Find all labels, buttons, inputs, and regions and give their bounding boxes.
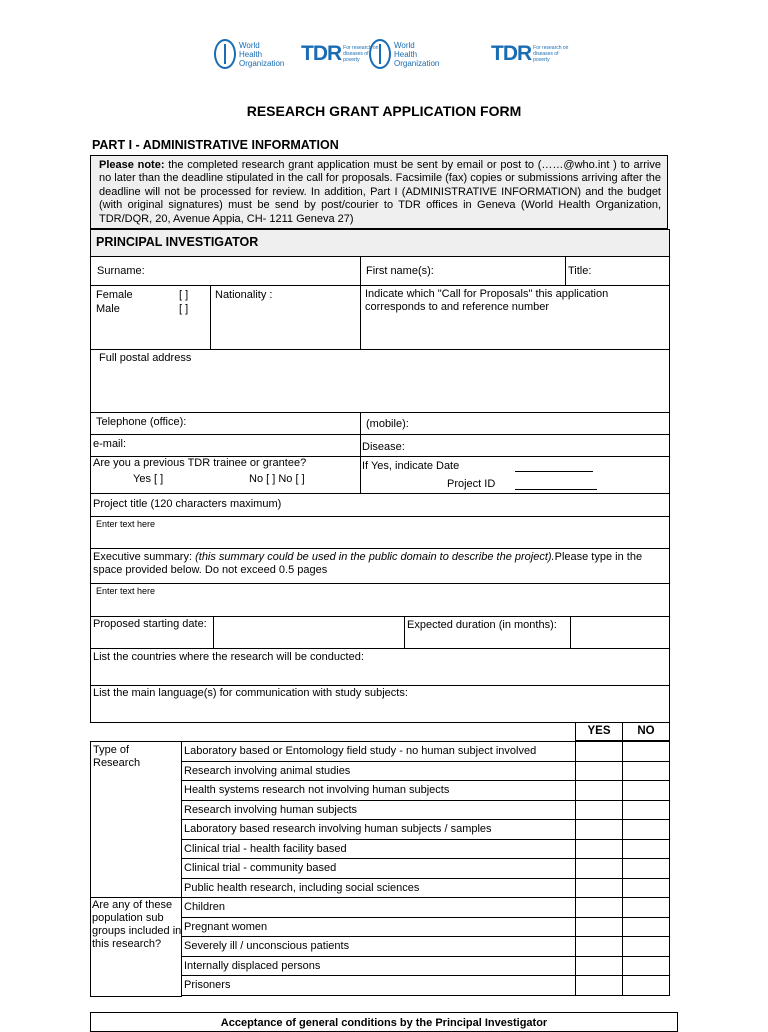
research-row-label-cell (181, 819, 576, 840)
email-label: e-mail: (93, 438, 127, 450)
previous-trainee-label: Are you a previous TDR trainee or grantee? (93, 457, 307, 469)
mobile-field[interactable] (360, 412, 670, 435)
project-id-underline[interactable] (515, 489, 597, 490)
research-row-label: Health systems research not involving human subjects (184, 784, 450, 796)
project-title-placeholder: Enter text here (96, 519, 156, 529)
pi-header: PRINCIPAL INVESTIGATOR (96, 235, 259, 249)
who-logo-2: World Health Organization (369, 34, 428, 74)
trainee-details-cell (360, 456, 670, 494)
surname-label: Surname: (97, 265, 145, 277)
header-logos (0, 34, 768, 76)
acceptance-label: Acceptance of general conditions by the Principal Investigator (220, 1017, 548, 1029)
who-emblem-icon (369, 39, 391, 69)
call-for-proposals-field[interactable] (360, 285, 670, 350)
postal-address-label: Full postal address (99, 352, 192, 364)
exec-italic: (this summary could be used in the public domain to describe the project). (195, 551, 555, 563)
type-of-research-label: Type of Research (93, 744, 141, 769)
research-row-label-cell (181, 858, 576, 879)
research-row-label: Severely ill / unconscious patients (184, 940, 350, 952)
male-checkbox[interactable]: [ ] (179, 303, 189, 315)
research-row-label-cell (181, 780, 576, 801)
yes-checkbox-cell[interactable] (575, 975, 623, 996)
yes-checkbox[interactable]: Yes [ ] (133, 473, 164, 485)
yes-checkbox-cell[interactable] (575, 741, 623, 762)
project-title-input[interactable] (90, 516, 670, 549)
no-checkbox[interactable]: No [ ] No [ ] (249, 473, 305, 485)
yes-checkbox-cell[interactable] (575, 917, 623, 938)
no-checkbox-cell[interactable] (622, 839, 670, 860)
research-row-label: Children (184, 901, 225, 913)
female-checkbox[interactable]: [ ] (179, 289, 189, 301)
no-checkbox-cell[interactable] (622, 800, 670, 821)
type-of-research-cell (90, 741, 182, 898)
research-row-label-cell (181, 878, 576, 899)
research-row-label-cell (181, 741, 576, 762)
no-checkbox-cell[interactable] (622, 936, 670, 957)
research-row-label-cell (181, 975, 576, 996)
no-checkbox-cell[interactable] (622, 917, 670, 938)
part-heading: PART I - ADMINISTRATIVE INFORMATION (92, 138, 339, 152)
no-checkbox-cell[interactable] (622, 858, 670, 879)
yes-checkbox-cell[interactable] (575, 936, 623, 957)
mobile-label: (mobile): (366, 418, 409, 430)
countries-label: List the countries where the research will be conducted: (93, 651, 364, 663)
population-groups-label: Are any of these population sub groups included in this research? (92, 899, 182, 950)
nationality-label: Nationality : (215, 289, 273, 301)
languages-label: List the main language(s) for communication with study subjects: (93, 687, 408, 699)
surname-field[interactable] (90, 256, 361, 286)
who-emblem-icon (214, 39, 236, 69)
acceptance-box (90, 1012, 678, 1032)
start-date-input[interactable] (213, 616, 405, 649)
nationality-field[interactable] (210, 285, 361, 350)
yes-checkbox-cell[interactable] (575, 819, 623, 840)
exec-suffix: Please type in the space provided below. Do not exceed 0.5 pages (93, 551, 643, 576)
yes-checkbox-cell[interactable] (575, 956, 623, 977)
research-row-label: Prisoners (184, 979, 231, 991)
no-checkbox-cell[interactable] (622, 761, 670, 782)
research-row-label: Laboratory based or Entomology field study - no human subject involved (184, 745, 537, 757)
research-row-label: Public health research, including social sciences (184, 881, 420, 894)
project-title-label-row (90, 493, 670, 517)
countries-field[interactable] (90, 648, 670, 686)
title-field[interactable] (565, 256, 670, 286)
note-box (90, 155, 668, 229)
yes-checkbox-cell[interactable] (575, 858, 623, 879)
no-column-header: NO (622, 722, 670, 741)
duration-label: Expected duration (in months): (407, 619, 557, 631)
title-label: Title: (568, 265, 592, 277)
yes-checkbox-cell[interactable] (575, 878, 623, 899)
yes-checkbox-cell[interactable] (575, 839, 623, 860)
no-checkbox-cell[interactable] (622, 878, 670, 899)
no-checkbox-cell[interactable] (622, 897, 670, 918)
no-checkbox-cell[interactable] (622, 780, 670, 801)
telephone-label: Telephone (office): (96, 416, 187, 428)
research-row-label: Laboratory based research involving human subjects / samples (184, 823, 492, 835)
no-checkbox-cell[interactable] (622, 819, 670, 840)
research-row-label-cell (181, 917, 576, 938)
first-names-field[interactable] (360, 256, 566, 286)
who-logo: World Health Organization (214, 34, 273, 74)
note-bold: Please note: (99, 159, 165, 171)
executive-summary-input[interactable] (90, 583, 670, 617)
research-row-label-cell (181, 800, 576, 821)
if-yes-date-label: If Yes, indicate Date (362, 460, 460, 472)
research-row-label: Clinical trial - community based (184, 862, 337, 874)
disease-label: Disease: (362, 441, 405, 453)
research-row-label: Pregnant women (184, 920, 268, 933)
research-row-label-cell (181, 936, 576, 957)
tdr-logo-2: TDR For research on diseases of poverty (491, 42, 569, 65)
note-text: the completed research grant application must be sent by email or post to (……@who.int ) to arrive no later than the deadline stipulated in the call for proposals. Facsimile (fax) copies or submissions arriving after the deadline will not be processed for review. In addition, Part I (ADMINISTRATIVE INFORMATION) and the budget (with original signatures) must be send by post/courier to TDR offices in Geneva (World Health Organization, TDR/DQR, 20, Avenue Appia, CH- 1211 Geneva 27) (99, 159, 661, 225)
research-row-label: Internally displaced persons (184, 959, 321, 972)
duration-label-cell (404, 616, 571, 649)
yes-checkbox-cell[interactable] (575, 897, 623, 918)
yes-column-header: YES (575, 722, 623, 741)
research-row-label: Research involving human subjects (184, 803, 358, 816)
population-groups-cell (90, 897, 182, 997)
first-names-label: First name(s): (366, 265, 434, 277)
exec-prefix: Executive summary: (93, 551, 196, 563)
tdr-logo: TDR For research on diseases of poverty (301, 42, 379, 65)
research-row-label-cell (181, 956, 576, 977)
gender-cell (90, 285, 211, 350)
research-row-label-cell (181, 761, 576, 782)
yes-checkbox-cell[interactable] (575, 780, 623, 801)
date-underline[interactable] (515, 471, 593, 472)
project-title-label: Project title (120 characters maximum) (93, 498, 282, 510)
form-title: RESEARCH GRANT APPLICATION FORM (246, 103, 522, 119)
male-label: Male (96, 303, 120, 315)
duration-input[interactable] (570, 616, 670, 649)
project-id-label: Project ID (447, 478, 496, 490)
research-row-label-cell (181, 839, 576, 860)
no-checkbox-cell[interactable] (622, 956, 670, 977)
previous-trainee-cell (90, 456, 361, 494)
yes-checkbox-cell[interactable] (575, 761, 623, 782)
email-field[interactable] (90, 434, 361, 457)
research-row-label-cell (181, 897, 576, 918)
female-label: Female (96, 289, 133, 301)
no-checkbox-cell[interactable] (622, 741, 670, 762)
pi-header-box (90, 229, 670, 257)
call-for-proposals-label: Indicate which "Call for Proposals" this application corresponds to and reference number (365, 288, 609, 313)
no-checkbox-cell[interactable] (622, 975, 670, 996)
research-row-label: Research involving animal studies (184, 764, 351, 777)
start-date-label: Proposed starting date: (93, 618, 207, 630)
yes-checkbox-cell[interactable] (575, 800, 623, 821)
telephone-field[interactable] (90, 412, 361, 435)
executive-summary-placeholder: Enter text here (96, 586, 156, 596)
executive-summary-label-row (90, 548, 670, 584)
disease-field[interactable] (360, 434, 670, 457)
postal-address-field[interactable] (90, 349, 670, 413)
research-row-label: Clinical trial - health facility based (184, 842, 347, 855)
start-date-label-cell (90, 616, 214, 649)
languages-field[interactable] (90, 685, 670, 723)
